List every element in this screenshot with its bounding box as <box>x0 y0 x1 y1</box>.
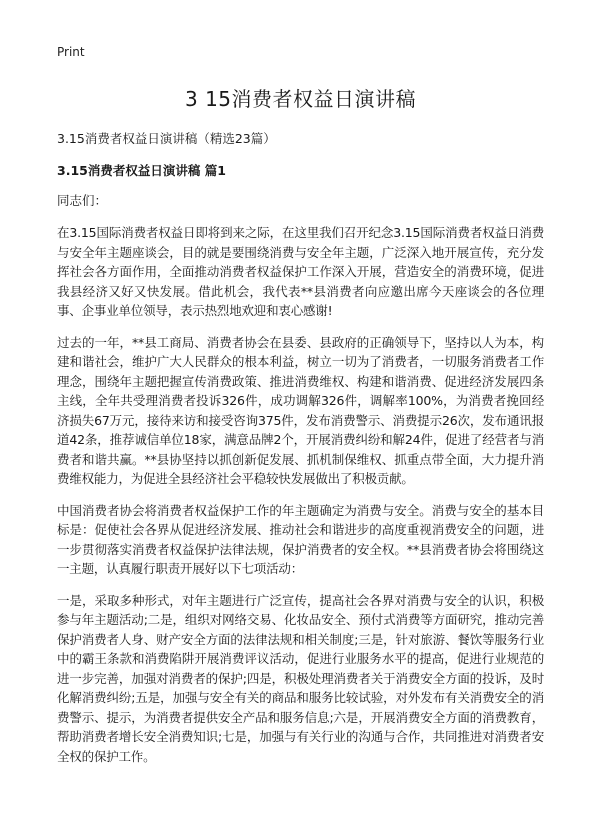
salutation: 同志们： <box>57 193 108 208</box>
paragraph-1: 在3.15国际消费者权益日即将到来之际，在这里我们召开纪念3.15国际消费者权益日消费与安全年主题座谈会，目的就是要围绕消费与安全年主题，广泛深入地开展宣传，充分发挥社会各方面作用，全面推动消费者权益保护工作深入开展，营造安全的消费环境，促进我县经济又好又快发展。借此机会，我代表**县消费者向应邀出席今天座谈会的各位理事、企事业单位领导，表示热烈地欢迎和衷心感谢! <box>57 225 544 318</box>
print-label: Print <box>57 45 85 59</box>
paragraph-2: 过去的一年，**县工商局、消费者协会在县委、县政府的正确领导下，坚持以人为本，构建和谐社会，维护广大人民群众的根本利益，树立一切为了消费者，一切服务消费者工作理念，围绕年主题把握宣传消费政策、推进消费维权、构建和谐消费、促进经济发展四条主线，全年共受理消费者投诉326件，成功调解326件，调解率100%，为消费者挽回经济损失67万元，接待来访和接受咨询375件，发布消费警示、消费提示26次，发布通讯报道42条，推荐诚信单位18家，满意品牌2个，开展消费纠纷和解24件，促进了经营者与消费者和谐共赢。**县协坚持以抓创新促发展、抓机制保维权、抓重点带全面，大力提升消费维权能力，为促进全县经济社会平稳较快发展做出了积极贡献。 <box>57 334 544 486</box>
section-heading: 3.15消费者权益日演讲稿 篇1 <box>57 163 226 178</box>
document-title: 3 15消费者权益日演讲稿 <box>184 87 417 111</box>
paragraph-3: 中国消费者协会将消费者权益保护工作的年主题确定为消费与安全。消费与安全的基本目标是：促使社会各界从促进经济发展、推动社会和谐进步的高度重视消费安全的问题，进一步贯彻落实消费者权益保护法律法规，保护消费者的安全权。**县消费者协会将围绕这一主题，认真履行职责开展好以下七项活动： <box>57 502 544 576</box>
document-subtitle: 3.15消费者权益日演讲稿（精选23篇） <box>57 131 276 146</box>
paragraph-4: 一是，采取多种形式，对年主题进行广泛宣传，提高社会各界对消费与安全的认识，积极参与年主题活动;二是，组织对网络交易、化妆品安全、预付式消费等方面研究，推动完善保护消费者人身、财产安全方面的法律法规和相关制度;三是，针对旅游、餐饮等服务行业中的霸王条款和消费陷阱开展消费评议活动，促进行业服务水平的提高，促进行业规范的进一步完善，加强对消费者的保护;四是，积极处理消费者关于消费安全方面的投诉，及时化解消费纠纷;五是，加强与安全有关的商品和服务比较试验，对外发布有关消费安全的消费警示、提示，为消费者提供安全产品和服务信息;六是，开展消费安全方面的消费教育，帮助消费者增长安全消费知识;七是，加强与有关行业的沟通与合作，共同推进对消费者安全权的保护工作。 <box>57 592 544 764</box>
